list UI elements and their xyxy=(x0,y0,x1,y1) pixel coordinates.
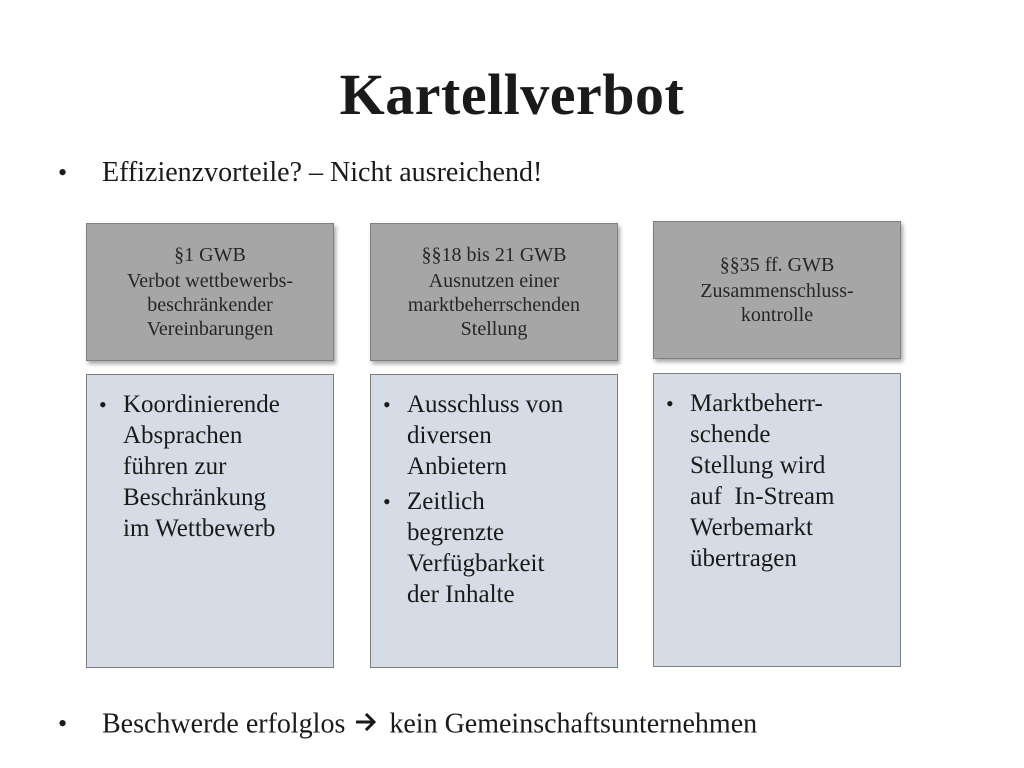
text-line: Koordinierende xyxy=(123,391,280,418)
header-line: Zusammenschluss- xyxy=(700,280,854,302)
text-line: Werbemarkt xyxy=(690,514,813,541)
bottom-bullet-text-pre: Beschwerde erfolglos xyxy=(102,708,346,740)
bullet-glyph: • xyxy=(383,392,391,417)
column-header-gwb-1 xyxy=(86,223,334,361)
bullet-glyph: • xyxy=(666,391,674,416)
text-line: Marktbeherr- xyxy=(690,390,823,417)
bottom-bullet-text-post: kein Gemeinschaftsunternehmen xyxy=(389,708,758,740)
header-line: Stellung xyxy=(460,318,528,340)
header-line: kontrolle xyxy=(740,304,814,326)
text-line: Anbietern xyxy=(407,453,507,480)
slide-title: Kartellverbot xyxy=(339,62,685,127)
text-line: Zeitlich xyxy=(407,488,485,515)
list-item-text xyxy=(123,389,323,544)
text-line: Absprachen xyxy=(123,422,243,449)
text-line: diversen xyxy=(407,422,492,449)
bottom-bullet xyxy=(58,706,757,746)
column-body-gwb-35 xyxy=(653,373,901,667)
law-reference: §§35 ff. GWB xyxy=(719,254,835,276)
text-line: im Wettbewerb xyxy=(123,515,276,542)
top-bullet xyxy=(58,155,542,191)
text-line: begrenzte xyxy=(407,519,505,546)
law-reference: §1 GWB xyxy=(174,244,246,266)
text-line: übertragen xyxy=(690,545,797,572)
text-line: schende xyxy=(690,421,771,448)
text-line: der Inhalte xyxy=(407,581,515,608)
list-item xyxy=(383,486,607,610)
list-item-text xyxy=(407,486,607,610)
bullet-glyph: • xyxy=(383,489,391,514)
header-line: Ausnutzen einer xyxy=(428,270,560,292)
header-line: marktbeherrschenden xyxy=(407,294,581,316)
text-line: führen zur xyxy=(123,453,227,480)
bullet-glyph: • xyxy=(99,392,107,417)
list-item-text xyxy=(690,388,890,574)
header-line: beschränkender xyxy=(147,294,273,316)
list-item xyxy=(666,388,890,574)
list-item xyxy=(383,389,607,482)
text-line: Stellung wird xyxy=(690,452,826,479)
column-body-gwb-18-21 xyxy=(370,374,618,668)
text-line: auf In-Stream xyxy=(690,483,835,510)
law-reference: §§18 bis 21 GWB xyxy=(421,244,567,266)
bullet-glyph: • xyxy=(58,158,68,187)
right-arrow-icon xyxy=(356,706,378,742)
text-line: Beschränkung xyxy=(123,484,267,511)
top-bullet-text: Effizienzvorteile? – Nicht ausreichend! xyxy=(102,157,543,188)
column-body-gwb-1 xyxy=(86,374,334,668)
header-line: Verbot wettbewerbs- xyxy=(126,270,294,292)
bullet-glyph: • xyxy=(58,709,68,739)
column-header-gwb-18-21 xyxy=(370,223,618,361)
header-line: Vereinbarungen xyxy=(146,318,274,340)
list-item-text xyxy=(407,389,607,482)
text-line: Verfügbarkeit xyxy=(407,550,545,577)
text-line: Ausschluss von xyxy=(407,391,564,418)
column-header-gwb-35 xyxy=(653,221,901,359)
list-item xyxy=(99,389,323,544)
